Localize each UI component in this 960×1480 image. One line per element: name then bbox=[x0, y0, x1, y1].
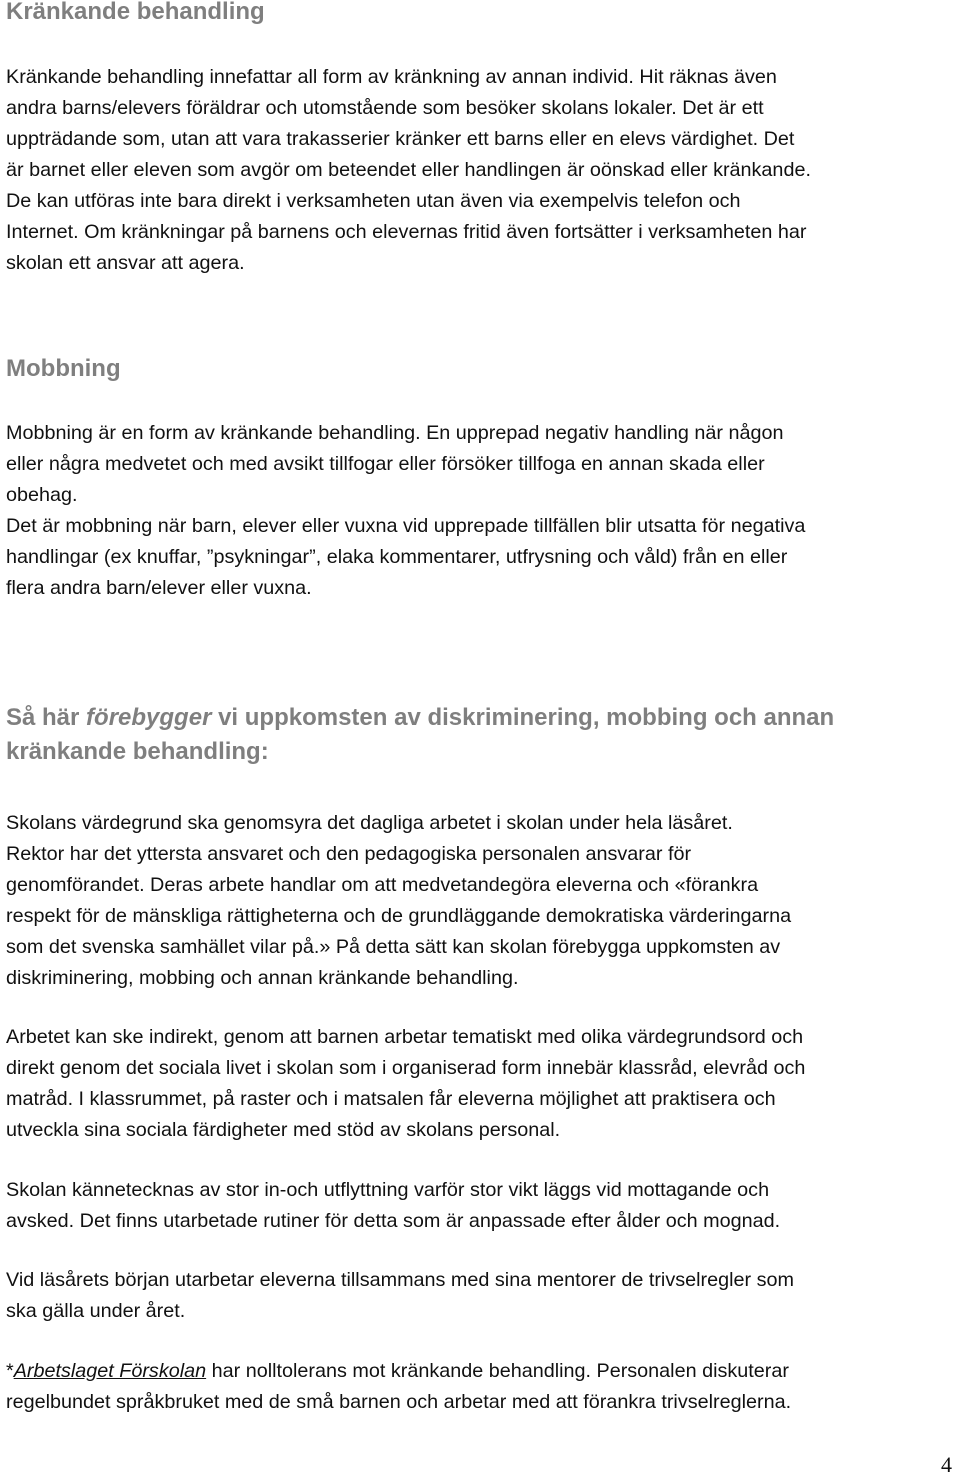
text-line: som det svenska samhället vilar på.» På detta sätt kan skolan förebygga uppkomsten av bbox=[6, 936, 781, 958]
heading-part: Så här bbox=[6, 704, 87, 731]
paragraph-mobbning bbox=[6, 418, 954, 604]
paragraph-lasarets-borjan bbox=[6, 1265, 954, 1327]
text-line: Kränkande behandling innefattar all form av kränkning av annan individ. Hit räknas även bbox=[6, 66, 777, 88]
text-line: respekt för de mänskliga rättigheterna och de grundläggande demokratiska värderingarna bbox=[6, 905, 792, 927]
text-line: Mobbning är en form av kränkande behandling. En upprepad negativ handling när någon bbox=[6, 422, 784, 444]
heading-part: vi uppkomsten av diskriminering, mobbing och annan bbox=[211, 704, 835, 731]
text-line: Skolan kännetecknas av stor in-och utflyttning varför stor vikt läggs vid mottagande och bbox=[6, 1179, 770, 1201]
text-line: Internet. Om kränkningar på barnens och elevernas fritid även fortsätter i verksamheten har bbox=[6, 221, 807, 243]
text-line: Vid läsårets början utarbetar eleverna tillsammans med sina mentorer de trivselregler som bbox=[6, 1269, 794, 1291]
paragraph-krankande-behandling bbox=[6, 62, 954, 279]
page-number: 4 bbox=[941, 1452, 952, 1477]
text-line: är barnet eller eleven som avgör om beteendet eller handlingen är oönskad eller kränkande. bbox=[6, 159, 811, 181]
text-line: uppträdande som, utan att vara trakasserier kränker ett barns eller en elevs värdighet. Det bbox=[6, 128, 795, 150]
text-line: Det är mobbning när barn, elever eller vuxna vid upprepade tillfällen blir utsatta för negativa bbox=[6, 515, 806, 537]
text-line: De kan utföras inte bara direkt i verksamheten utan även via exempelvis telefon och bbox=[6, 190, 741, 212]
text-line: Rektor har det yttersta ansvaret och den pedagogiska personalen ansvarar för bbox=[6, 843, 692, 865]
text-line: genomförandet. Deras arbete handlar om att medvetandegöra eleverna och «förankra bbox=[6, 874, 759, 896]
paragraph-vardegrund bbox=[6, 808, 954, 994]
text-line: matråd. I klassrummet, på raster och i matsalen får eleverna möjlighet att praktisera och bbox=[6, 1088, 776, 1110]
text-line: utveckla sina sociala färdigheter med stöd av skolans personal. bbox=[6, 1119, 561, 1141]
text-line: ska gälla under året. bbox=[6, 1300, 186, 1322]
footnote-star: * bbox=[6, 1360, 14, 1382]
heading-krankande-behandling: Kränkande behandling bbox=[6, 0, 265, 25]
text-line: Arbetet kan ske indirekt, genom att barnen arbetar tematiskt med olika värdegrundsord och bbox=[6, 1026, 804, 1048]
text-line: flera andra barn/elever eller vuxna. bbox=[6, 577, 312, 599]
text-line: skolan ett ansvar att agera. bbox=[6, 252, 245, 274]
text-line: Skolans värdegrund ska genomsyra det dagliga arbetet i skolan under hela läsåret. bbox=[6, 812, 733, 834]
text-line: andra barns/elevers föräldrar och utomstående som besöker skolans lokaler. Det är ett bbox=[6, 97, 764, 119]
heading-mobbning: Mobbning bbox=[6, 355, 121, 382]
footnote-text: har nolltolerans mot kränkande behandling. Personalen diskuterar bbox=[206, 1360, 789, 1382]
text-line: obehag. bbox=[6, 484, 78, 506]
heading-forebygger bbox=[6, 701, 834, 769]
text-line: regelbundet språkbruket med de små barnen och arbetar med att förankra trivselreglerna. bbox=[6, 1391, 792, 1413]
text-line: avsked. Det finns utarbetade rutiner för detta som är anpassade efter ålder och mognad. bbox=[6, 1210, 781, 1232]
text-line: diskriminering, mobbing och annan kränkande behandling. bbox=[6, 967, 519, 989]
heading-emphasis: förebygger bbox=[86, 704, 212, 731]
heading-line-2: kränkande behandling: bbox=[6, 738, 269, 765]
arbetslaget-forskolan-link[interactable]: Arbetslaget Förskolan bbox=[13, 1360, 207, 1382]
text-line: eller några medvetet och med avsikt tillfogar eller försöker tillfoga en annan skada eller bbox=[6, 453, 765, 475]
paragraph-arbetet bbox=[6, 1022, 954, 1146]
text-line: handlingar (ex knuffar, ”psykningar”, elaka kommentarer, utfrysning och våld) från en eller bbox=[6, 546, 788, 568]
paragraph-skolan bbox=[6, 1175, 954, 1237]
text-line: direkt genom det sociala livet i skolan som i organiserad form innebär klassråd, elevråd och bbox=[6, 1057, 806, 1079]
paragraph-footnote bbox=[6, 1356, 954, 1418]
text-line bbox=[6, 1356, 954, 1387]
